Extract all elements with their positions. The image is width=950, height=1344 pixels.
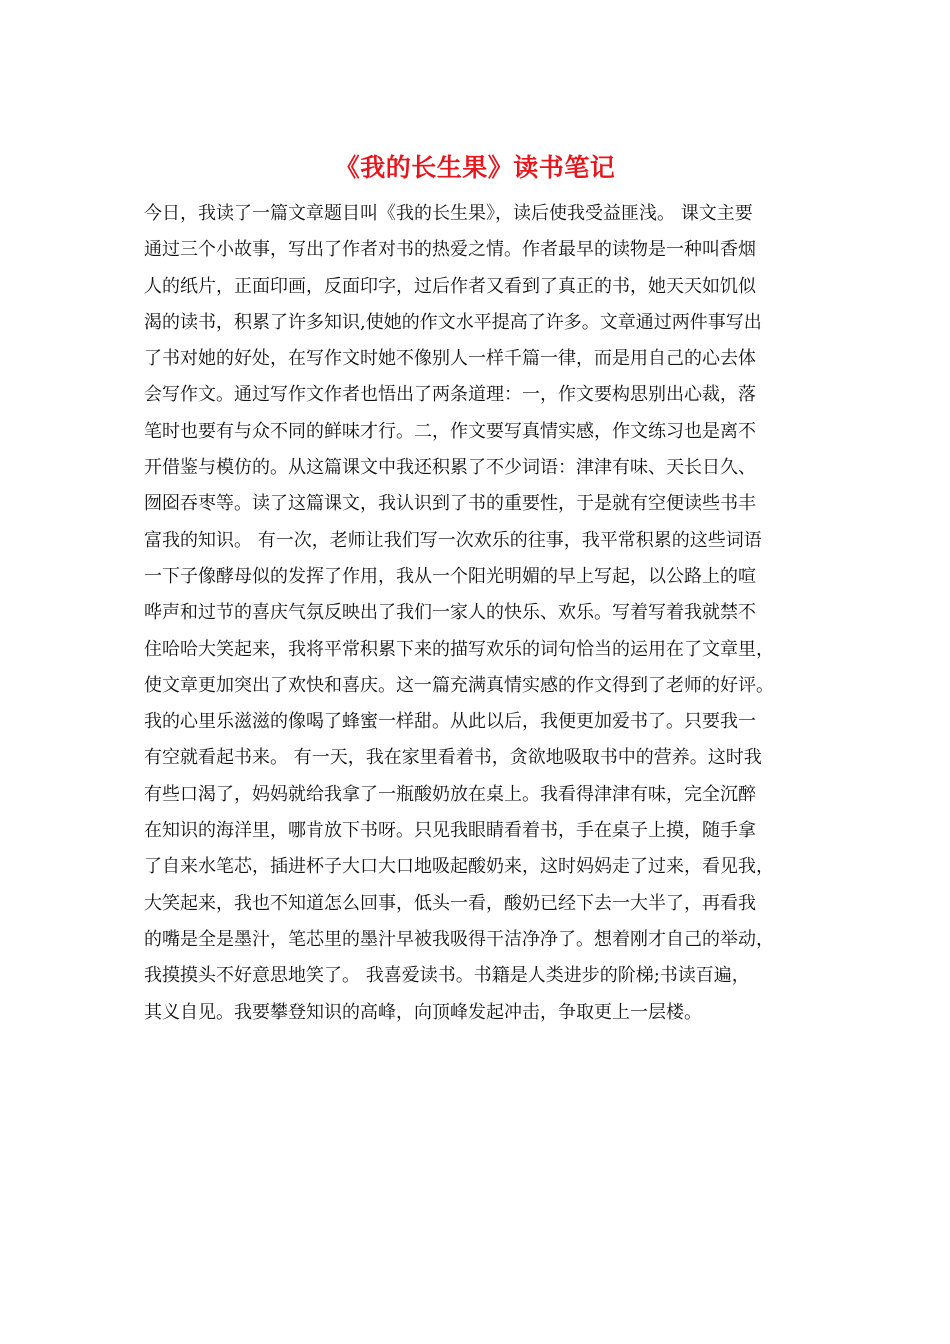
body-line: 会写作文。通过写作文作者也悟出了两条道理：一，作文要构思别出心裁，落 <box>144 384 756 406</box>
body-line: 有些口渴了，妈妈就给我拿了一瓶酸奶放在桌上。我看得津津有味，完全沉醉 <box>144 783 756 805</box>
body-line: 其义自见。我要攀登知识的高峰，向顶峰发起冲击，争取更上一层楼。 <box>144 1001 702 1023</box>
document-title: 《我的长生果》读书笔记 <box>334 153 616 182</box>
body-line: 通过三个小故事，写出了作者对书的热爱之情。作者最早的读物是一种叫香烟 <box>144 239 756 261</box>
document-body <box>144 196 808 1031</box>
body-line: 笔时也要有与众不同的鲜味才行。二，作文要写真情实感，作文练习也是离不 <box>144 420 756 442</box>
body-line: 了自来水笔芯，插进杯子大口大口地吸起酸奶来，这时妈妈走了过来，看见我， <box>144 856 774 878</box>
body-line: 人的纸片，正面印画，反面印字，过后作者又看到了真正的书，她天天如饥似 <box>144 275 756 297</box>
body-line: 有空就看起书来。 有一天，我在家里看着书，贪欲地吸取书中的营养。这时我 <box>144 747 762 769</box>
body-line: 使文章更加突出了欢快和喜庆。这一篇充满真情实感的作文得到了老师的好评。 <box>144 674 774 696</box>
body-line: 的嘴是全是墨汁，笔芯里的墨汁早被我吸得干洁净净了。想着刚才自己的举动， <box>144 928 774 950</box>
body-line: 一下子像酵母似的发挥了作用，我从一个阳光明媚的早上写起，以公路上的喧 <box>144 565 756 587</box>
body-line: 囫囵吞枣等。读了这篇课文，我认识到了书的重要性，于是就有空便读些书丰 <box>144 493 756 515</box>
body-line: 住哈哈大笑起来，我将平常积累下来的描写欢乐的词句恰当的运用在了文章里， <box>144 638 774 660</box>
body-line: 富我的知识。 有一次，老师让我们写一次欢乐的往事，我平常积累的这些词语 <box>144 529 762 551</box>
body-line: 大笑起来，我也不知道怎么回事，低头一看，酸奶已经下去一大半了，再看我 <box>144 892 756 914</box>
body-line: 我摸摸头不好意思地笑了。 我喜爱读书。书籍是人类进步的阶梯;书读百遍， <box>144 965 750 987</box>
body-line: 我的心里乐滋滋的像喝了蜂蜜一样甜。从此以后，我便更加爱书了。只要我一 <box>144 711 756 733</box>
body-line: 渴的读书，积累了许多知识,使她的作文水平提高了许多。文章通过两件事写出 <box>144 311 762 333</box>
body-line: 今日，我读了一篇文章题目叫《我的长生果》，读后使我受益匪浅。 课文主要 <box>144 203 753 224</box>
body-line: 哗声和过节的喜庆气氛反映出了我们一家人的快乐、欢乐。写着写着我就禁不 <box>144 602 756 624</box>
body-line: 开借鉴与模仿的。从这篇课文中我还积累了不少词语：津津有味、天长日久、 <box>144 457 756 479</box>
body-line: 在知识的海洋里，哪肯放下书呀。只见我眼睛看着书，手在桌子上摸，随手拿 <box>144 820 756 842</box>
body-line: 了书对她的好处，在写作文时她不像别人一样千篇一律，而是用自己的心去体 <box>144 348 756 370</box>
